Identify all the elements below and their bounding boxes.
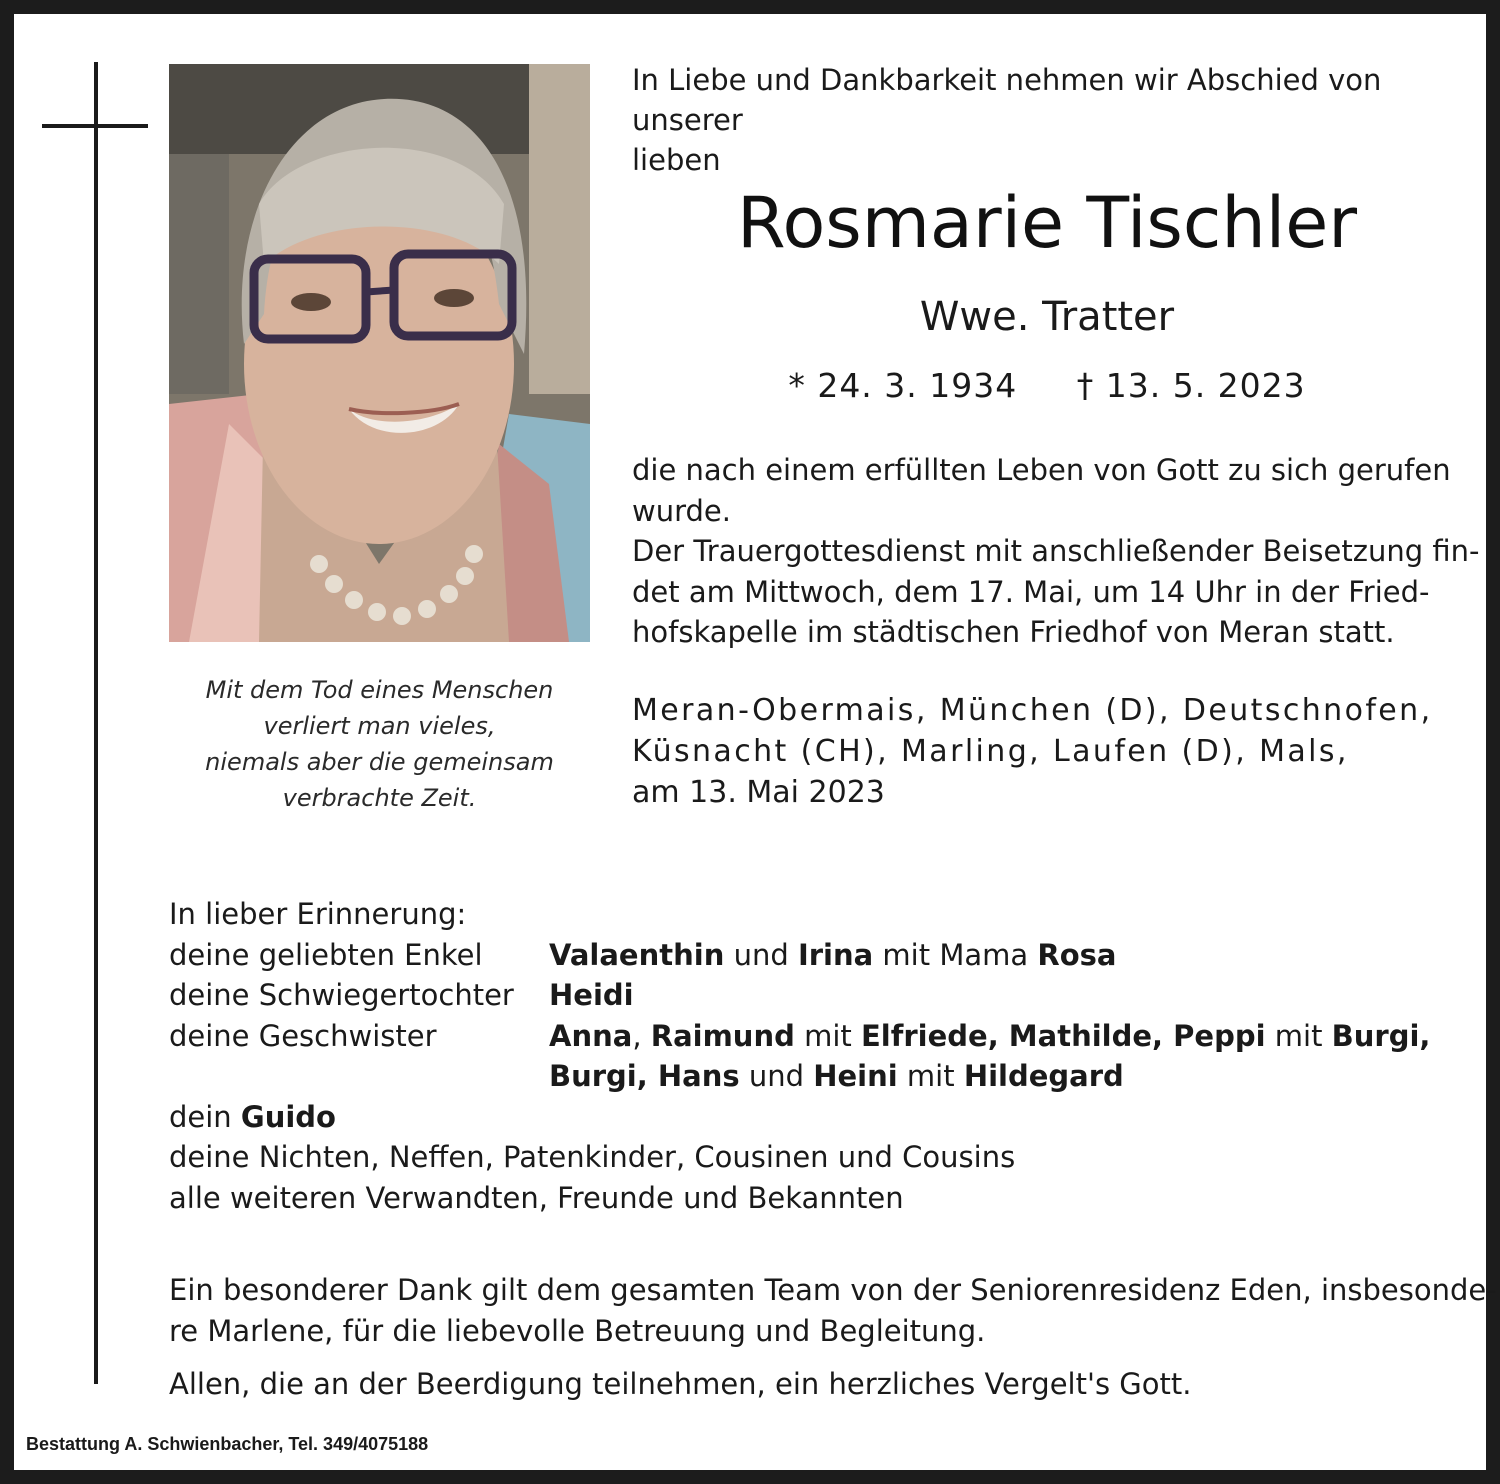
obituary-notice [14,14,1497,1470]
birth-date: * 24. 3. 1934 [788,366,1018,405]
deceased-name: Rosmarie Tischler [736,182,1358,264]
service-announcement [632,450,1480,653]
mourners-list [169,894,1459,1218]
relation-names: Anna, Raimund mit Elfriede, Mathilde, Peppi mit Burgi, [549,1018,1431,1053]
body-line: die nach einem erfüllten Leben von Gott zu sich gerufen [632,453,1451,487]
memorial-quote [169,672,590,816]
partner-line: dein Guido [169,1099,336,1134]
places-line: Meran-Obermais, München (D), Deutschnofen, [632,693,1433,728]
mourners-heading: In lieber Erinnerung: [169,897,467,931]
funeral-home-footer: Bestattung A. Schwienbacher, Tel. 349/4075188 [26,1434,429,1454]
relation-label: deine Geschwister [169,1018,437,1053]
relation-names: Heidi [549,978,634,1012]
quote-line: Mit dem Tod eines Menschen [205,676,554,704]
quote-line: niemals aber die gemeinsam [205,748,554,776]
thanks-line: Ein besonderer Dank gilt dem gesamten Team von der Seniorenresidenz Eden, insbesonde- [169,1273,1497,1307]
body-line: hofskapelle im städtischen Friedhof von Meran statt. [632,615,1395,649]
widow-of: Wwe. Tratter [919,294,1175,340]
mourner-row [169,1016,1459,1057]
places-line: Küsnacht (CH), Marling, Laufen (D), Mals, [632,734,1349,769]
quote-line: verliert man vieles, [263,712,496,740]
relation-names: Burgi, Hans und Heini mit Hildegard [549,1059,1124,1093]
relatives-line: alle weiteren Verwandten, Freunde und Bekannten [169,1180,904,1215]
intro-line: In Liebe und Dankbarkeit nehmen wir Abschied von unserer [632,63,1382,137]
thanks-line: Allen, die an der Beerdigung teilnehmen, ein herzliches Vergelt's Gott. [169,1367,1192,1401]
mourner-row [169,1056,1459,1097]
quote-line: verbrachte Zeit. [282,784,477,812]
relation-label: deine Schwiegertochter [169,978,514,1012]
places-and-date [632,690,1462,813]
death-date: † 13. 5. 2023 [1076,366,1306,405]
intro-text [632,60,1462,180]
body-line: det am Mittwoch, dem 17. Mai, um 14 Uhr in der Fried- [632,574,1430,609]
mourner-row [169,975,1459,1016]
relatives-line: deine Nichten, Neffen, Patenkinder, Cousinen und Cousins [169,1140,1016,1174]
intro-line: lieben [632,143,721,177]
cross-icon-crossbar [42,124,148,128]
acknowledgement [169,1270,1497,1405]
life-dates [632,364,1462,408]
thanks-line: re Marlene, für die liebevolle Betreuung und Begleitung. [169,1314,986,1348]
body-line: Der Trauergottesdienst mit anschließender Beisetzung fin- [632,534,1480,568]
portrait-photo [169,64,590,642]
notice-date: am 13. Mai 2023 [632,775,885,810]
relation-label: deine geliebten Enkel [169,937,483,972]
mourner-row [169,935,1459,976]
cross-icon [94,62,98,1384]
body-line: wurde. [632,493,731,528]
relation-names: Valaenthin und Irina mit Mama Rosa [549,937,1117,972]
